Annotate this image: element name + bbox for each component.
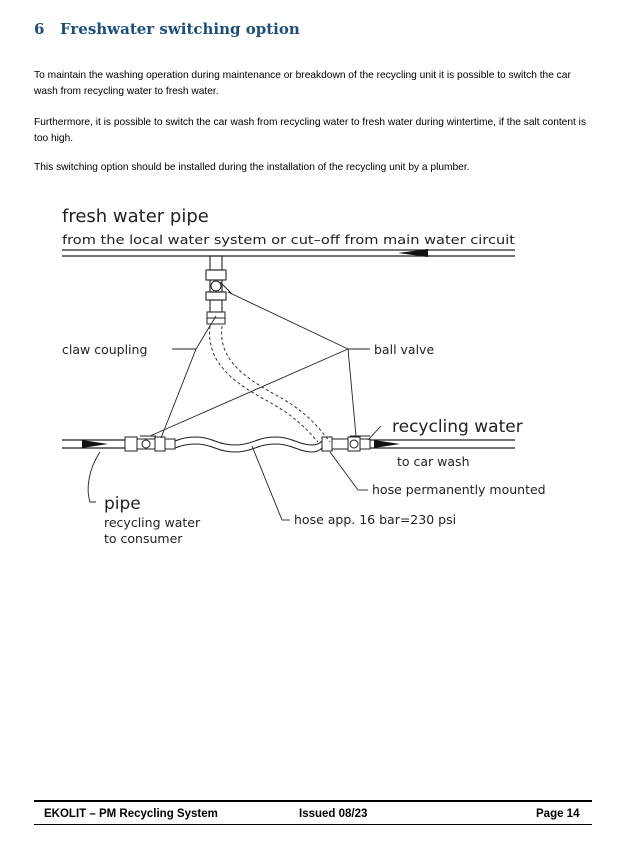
label-hose-rating: hose app. 16 bar=230 psi bbox=[294, 512, 457, 527]
label-ball-valve: ball valve bbox=[374, 342, 435, 357]
section-title: Freshwater switching option bbox=[60, 20, 300, 38]
label-hose-permanently-mounted: hose permanently mounted bbox=[372, 482, 546, 497]
footer-left: EKOLIT – PM Recycling System bbox=[44, 808, 218, 820]
outlet-flow-arrow-icon bbox=[374, 440, 400, 448]
label-recycling-water: recycling water bbox=[392, 417, 523, 437]
section-number: 6 bbox=[34, 20, 45, 38]
label-fresh-water-source: from the local water system or cut–off from main water circuit bbox=[62, 232, 516, 247]
label-pipe: pipe bbox=[104, 494, 141, 514]
footer-top-rule bbox=[34, 800, 592, 802]
right-fittings bbox=[322, 437, 370, 451]
fresh-water-pipe bbox=[62, 250, 515, 256]
paragraph-maintenance: To maintain the washing operation during maintenance or breakdown of the recycling unit it is possible to switch the car wash from recycling water to fresh water. bbox=[34, 70, 571, 97]
recycling-water-pipe bbox=[62, 440, 515, 448]
left-ball-valve-icon bbox=[140, 436, 156, 448]
label-claw-coupling: claw coupling bbox=[62, 342, 148, 357]
footer-center: Issued 08/23 bbox=[299, 808, 368, 820]
footer-right: Page 14 bbox=[536, 808, 580, 820]
top-claw-coupling-icon bbox=[207, 312, 225, 324]
footer-bottom-rule bbox=[34, 824, 592, 825]
paragraph-installation: This switching option should be installed during the installation of the recycling unit by a plumber. bbox=[34, 162, 470, 173]
vertical-drop-pipe bbox=[206, 256, 226, 312]
label-fresh-water-pipe: fresh water pipe bbox=[62, 206, 209, 227]
paragraph-wintertime: Furthermore, it is possible to switch the car wash from recycling water to fresh water during wintertime, if the salt content is too high. bbox=[34, 117, 587, 144]
label-pipe-recycling-water: recycling water bbox=[104, 515, 201, 530]
permanent-hose bbox=[175, 437, 322, 452]
label-to-car-wash: to car wash bbox=[397, 454, 470, 469]
hose-dashed bbox=[210, 326, 330, 442]
label-pipe-to-consumer: to consumer bbox=[104, 531, 183, 546]
inlet-flow-arrow-icon bbox=[82, 440, 108, 448]
leader-lines bbox=[88, 292, 381, 520]
